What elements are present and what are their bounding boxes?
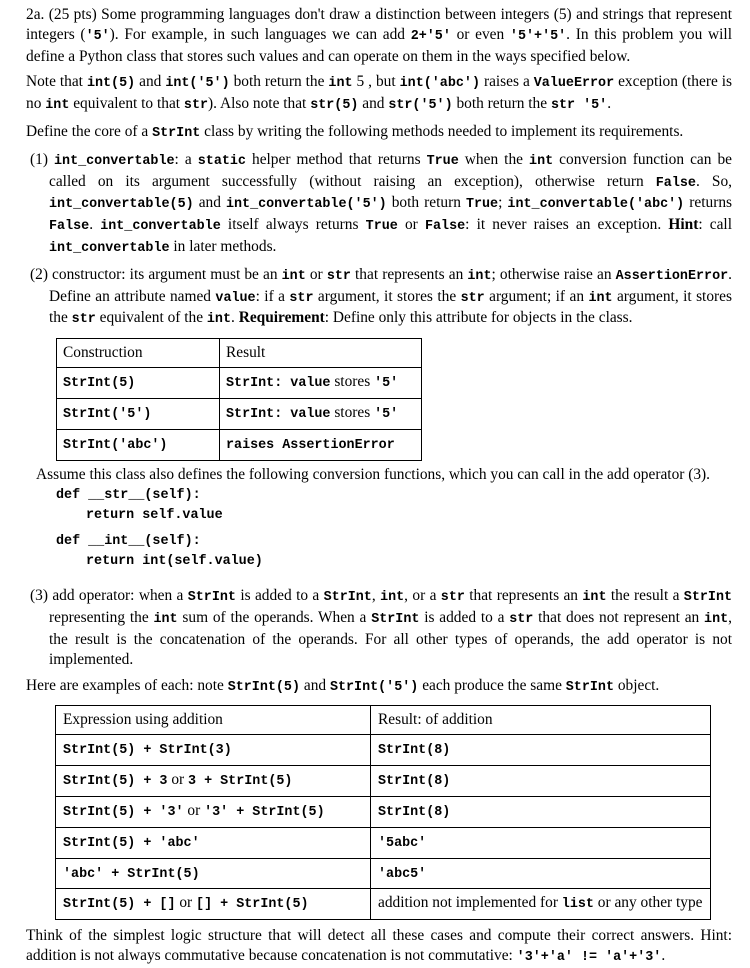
bold-label: Hint <box>668 216 699 234</box>
table-row <box>57 398 422 429</box>
code-span: int('abc') <box>399 76 480 92</box>
code-span: int_convertable(5) <box>49 197 194 213</box>
code-span: str('5') <box>388 98 453 114</box>
examples-intro <box>26 676 732 698</box>
table-cell <box>220 398 422 429</box>
text-span: and <box>193 194 226 212</box>
code-span: list <box>561 897 594 913</box>
code-span: StrInt(5) + StrInt(3) <box>63 743 232 759</box>
table-cell <box>371 827 711 858</box>
code-span: int <box>588 290 613 306</box>
text-span: or any other type <box>593 894 703 912</box>
table-cell <box>57 398 220 429</box>
text-span: representing the <box>49 609 154 627</box>
code-span: int(5) <box>86 76 136 92</box>
code-span: int <box>328 76 353 92</box>
code-span: int <box>153 612 178 628</box>
table-cell <box>56 827 371 858</box>
addition-table <box>55 705 711 920</box>
code-span: True <box>465 197 499 213</box>
intro-paragraph-2 <box>26 72 732 116</box>
code-span: raises AssertionError <box>226 437 395 453</box>
table-header-cell: Expression using addition <box>56 706 371 735</box>
text-span: : Define only this attribute for objects in the class. <box>324 309 633 327</box>
text-span: each produce the same <box>418 676 566 694</box>
text-span: or even <box>450 25 510 43</box>
bold-label: Requirement <box>238 309 325 327</box>
requirement-2-constructor <box>28 265 732 330</box>
text-span: both return the <box>229 73 329 91</box>
text-span: ). For example, in such languages we can add <box>109 25 411 43</box>
table-row <box>57 429 422 460</box>
intro-paragraph-1 <box>26 5 732 66</box>
text-span: the result a <box>606 587 684 605</box>
code-span: '5' <box>85 28 110 44</box>
text-span: or <box>183 801 205 819</box>
table-cell <box>220 429 422 460</box>
text-span: argument, it stores the <box>313 287 461 305</box>
text-span: when the <box>458 150 530 168</box>
table-row <box>56 858 711 889</box>
text-span: or <box>175 894 197 912</box>
text-span: argument; if an <box>484 287 589 305</box>
closing-hint <box>26 926 732 968</box>
code-span: int_convertable <box>100 219 221 235</box>
table-row <box>56 889 711 920</box>
code-span: False <box>49 219 90 235</box>
code-span: False <box>424 219 466 235</box>
code-line-str-return: return self.value <box>86 508 223 524</box>
text-span: Define the core of a <box>26 122 153 140</box>
table-cell <box>220 368 422 399</box>
text-span: that represents an <box>464 587 583 605</box>
text-span: . <box>661 946 666 964</box>
text-span: both return <box>386 194 466 212</box>
code-span: [] + StrInt(5) <box>196 897 309 913</box>
text-span: and <box>300 676 330 694</box>
code-span: False <box>655 175 696 191</box>
code-span: str '5' <box>550 98 608 114</box>
code-span: ValueError <box>533 76 615 92</box>
code-span: int <box>704 612 729 628</box>
code-span: StrInt <box>683 590 733 606</box>
text-span: . In this problem you will define a Python class that stores such values and can operate on them in the ways specified below. <box>26 25 732 65</box>
code-span: int_convertable <box>54 153 175 169</box>
code-span: 2+'5' <box>410 28 451 44</box>
assume-paragraph: Assume this class also defines the following conversion functions, which you can call in the add operator (3). <box>36 465 711 483</box>
code-span: '5' <box>374 376 399 392</box>
table-cell <box>371 735 711 766</box>
code-span: 'abc' + StrInt(5) <box>63 866 200 882</box>
code-span: int <box>281 268 306 284</box>
code-span: StrInt(5) <box>63 376 136 392</box>
text-span: or <box>305 265 327 283</box>
requirement-1-int-convertable <box>28 150 732 259</box>
code-span: value <box>215 290 256 306</box>
text-span: or <box>397 216 425 234</box>
text-span: stores <box>330 373 375 391</box>
text-span: stores <box>330 403 375 421</box>
text-span: conversion function can be called on its argument successfully (without raising an exception), otherwise return <box>49 150 733 190</box>
table-cell <box>57 368 220 399</box>
code-line-str-def: def __str__(self): <box>56 488 201 504</box>
code-span: StrInt <box>323 590 372 606</box>
text-span: . <box>231 309 239 327</box>
table-cell <box>371 889 711 920</box>
text-span: itself always returns <box>220 216 366 234</box>
text-span: , or a <box>404 587 441 605</box>
code-span: 'abc5' <box>378 866 427 882</box>
code-span: str <box>71 312 96 328</box>
code-span: StrInt <box>152 125 201 141</box>
text-span: in later methods. <box>169 237 277 255</box>
code-span: StrInt(5) + 'abc' <box>63 835 200 851</box>
text-span: , <box>371 587 381 605</box>
code-span: str <box>509 612 534 628</box>
text-span: is added to a <box>235 587 324 605</box>
code-span: StrInt(8) <box>378 804 451 820</box>
table-cell <box>371 766 711 797</box>
text-span: : it never raises an exception. <box>465 216 669 234</box>
text-span: Note that <box>26 73 87 91</box>
code-span: StrInt(5) + 3 <box>63 774 168 790</box>
table-header-cell: Result <box>220 339 422 368</box>
code-span: str(5) <box>310 98 359 114</box>
code-span: int('5') <box>165 76 230 92</box>
table-cell <box>56 735 371 766</box>
code-span: str <box>440 590 465 606</box>
text-span: argument, it stores the <box>49 287 732 327</box>
code-span: StrInt <box>565 679 614 695</box>
code-span: StrInt <box>187 590 236 606</box>
text-span: class by writing the following methods needed to implement its requirements. <box>200 122 684 140</box>
code-span: int_convertable <box>49 240 170 256</box>
table-row <box>57 368 422 399</box>
code-span: True <box>365 219 398 235</box>
code-span: int_convertable('abc') <box>507 197 685 213</box>
code-block <box>56 486 732 572</box>
code-span: StrInt('5') <box>63 406 152 422</box>
text-span: returns <box>684 194 733 212</box>
code-span: static <box>197 153 246 169</box>
table-cell <box>371 796 711 827</box>
code-span: int <box>467 268 492 284</box>
code-span: StrInt: value <box>226 406 331 422</box>
code-span: str <box>460 290 485 306</box>
table-cell <box>56 858 371 889</box>
text-span: and <box>135 73 166 91</box>
code-span: '5' <box>374 406 399 422</box>
text-span: raises a <box>479 73 534 91</box>
requirement-3-add-operator <box>28 586 732 669</box>
text-span: : a <box>174 150 198 168</box>
text-span: and <box>358 95 389 113</box>
code-span: str <box>326 268 351 284</box>
text-span: or <box>167 771 188 789</box>
table-cell <box>371 858 711 889</box>
text-span: . <box>89 216 101 234</box>
code-span: '5abc' <box>378 835 427 851</box>
text-span: (3) add operator: when a <box>30 587 188 605</box>
code-span: int <box>206 312 231 328</box>
text-span: , the result is the concatenation of the operands. For all other types of operands, the add operator is not implemented. <box>49 609 732 668</box>
intro-paragraph-3 <box>26 122 732 144</box>
code-span: True <box>426 153 459 169</box>
code-span: StrInt('abc') <box>63 437 168 453</box>
code-span: StrInt(5) + [] <box>63 897 176 913</box>
text-span: ; <box>498 194 508 212</box>
table-cell <box>56 766 371 797</box>
code-span: '5'+'5' <box>509 28 567 44</box>
text-span: addition not implemented for <box>378 894 562 912</box>
text-span: ). Also note that <box>208 95 311 113</box>
code-span: int_convertable('5') <box>225 197 387 213</box>
text-span: 2a. (25 pts) Some programming languages don't draw a distinction between integers (5) and strings that represent integers ( <box>26 6 732 43</box>
text-span: equivalent of the <box>95 309 207 327</box>
code-span: str <box>183 98 209 114</box>
code-span: AssertionError <box>615 268 729 284</box>
text-span: Here are examples of each: note <box>26 676 228 694</box>
table-row <box>56 735 711 766</box>
problem-page <box>26 5 732 968</box>
code-span: StrInt(5) <box>227 679 301 695</box>
text-span: Think of the simplest logic structure that will detect all these cases and compute their correct answers. Hint: addition is not always commutative because concatenation is not commutative: <box>26 927 732 964</box>
construction-table <box>56 338 422 460</box>
text-span: that represents an <box>350 265 468 283</box>
table-row <box>56 827 711 858</box>
code-span: int <box>529 153 554 169</box>
text-span: : if a <box>255 287 290 305</box>
text-span: is added to a <box>419 609 510 627</box>
table-header-cell: Construction <box>57 339 220 368</box>
code-span: '3' + StrInt(5) <box>204 804 325 820</box>
table-row <box>56 796 711 827</box>
code-span: StrInt('5') <box>329 679 419 695</box>
text-span: ; otherwise raise an <box>491 265 616 283</box>
text-span: (2) constructor: its argument must be an <box>30 265 282 283</box>
text-span: object. <box>613 676 660 694</box>
code-span: int <box>45 98 70 114</box>
text-span: both return the <box>452 95 551 113</box>
text-span: 5 , but <box>352 73 400 91</box>
code-span: StrInt: value <box>226 376 331 392</box>
text-span: (1) <box>30 150 54 168</box>
table-cell <box>57 429 220 460</box>
text-span: . So, <box>695 172 732 190</box>
code-span: StrInt(8) <box>378 743 451 759</box>
code-line-int-return: return int(self.value) <box>86 554 263 570</box>
table-header-row <box>57 339 422 368</box>
table-row <box>56 766 711 797</box>
text-span: helper method that returns <box>245 150 427 168</box>
code-span: StrInt <box>371 612 420 628</box>
table-cell <box>56 796 371 827</box>
text-span: . <box>607 95 612 113</box>
text-span: : call <box>698 216 732 234</box>
table-header-cell: Result: of addition <box>371 706 711 735</box>
code-span: str <box>289 290 314 306</box>
code-line-int-def: def __int__(self): <box>56 534 201 550</box>
table-header-row <box>56 706 711 735</box>
table-cell <box>56 889 371 920</box>
text-span: exception (there is no <box>26 73 733 113</box>
text-span: . Define an attribute named <box>49 265 732 305</box>
code-span: StrInt(8) <box>378 774 451 790</box>
text-span: equivalent to that <box>69 95 184 113</box>
code-span: 3 + StrInt(5) <box>188 774 293 790</box>
code-span: StrInt(5) + '3' <box>63 804 184 820</box>
code-span: int <box>582 590 607 606</box>
text-span: that does not represent an <box>533 609 705 627</box>
code-span: '3'+'a' != 'a'+'3' <box>516 949 662 965</box>
code-span: int <box>380 590 405 606</box>
text-span: sum of the operands. When a <box>177 609 372 627</box>
